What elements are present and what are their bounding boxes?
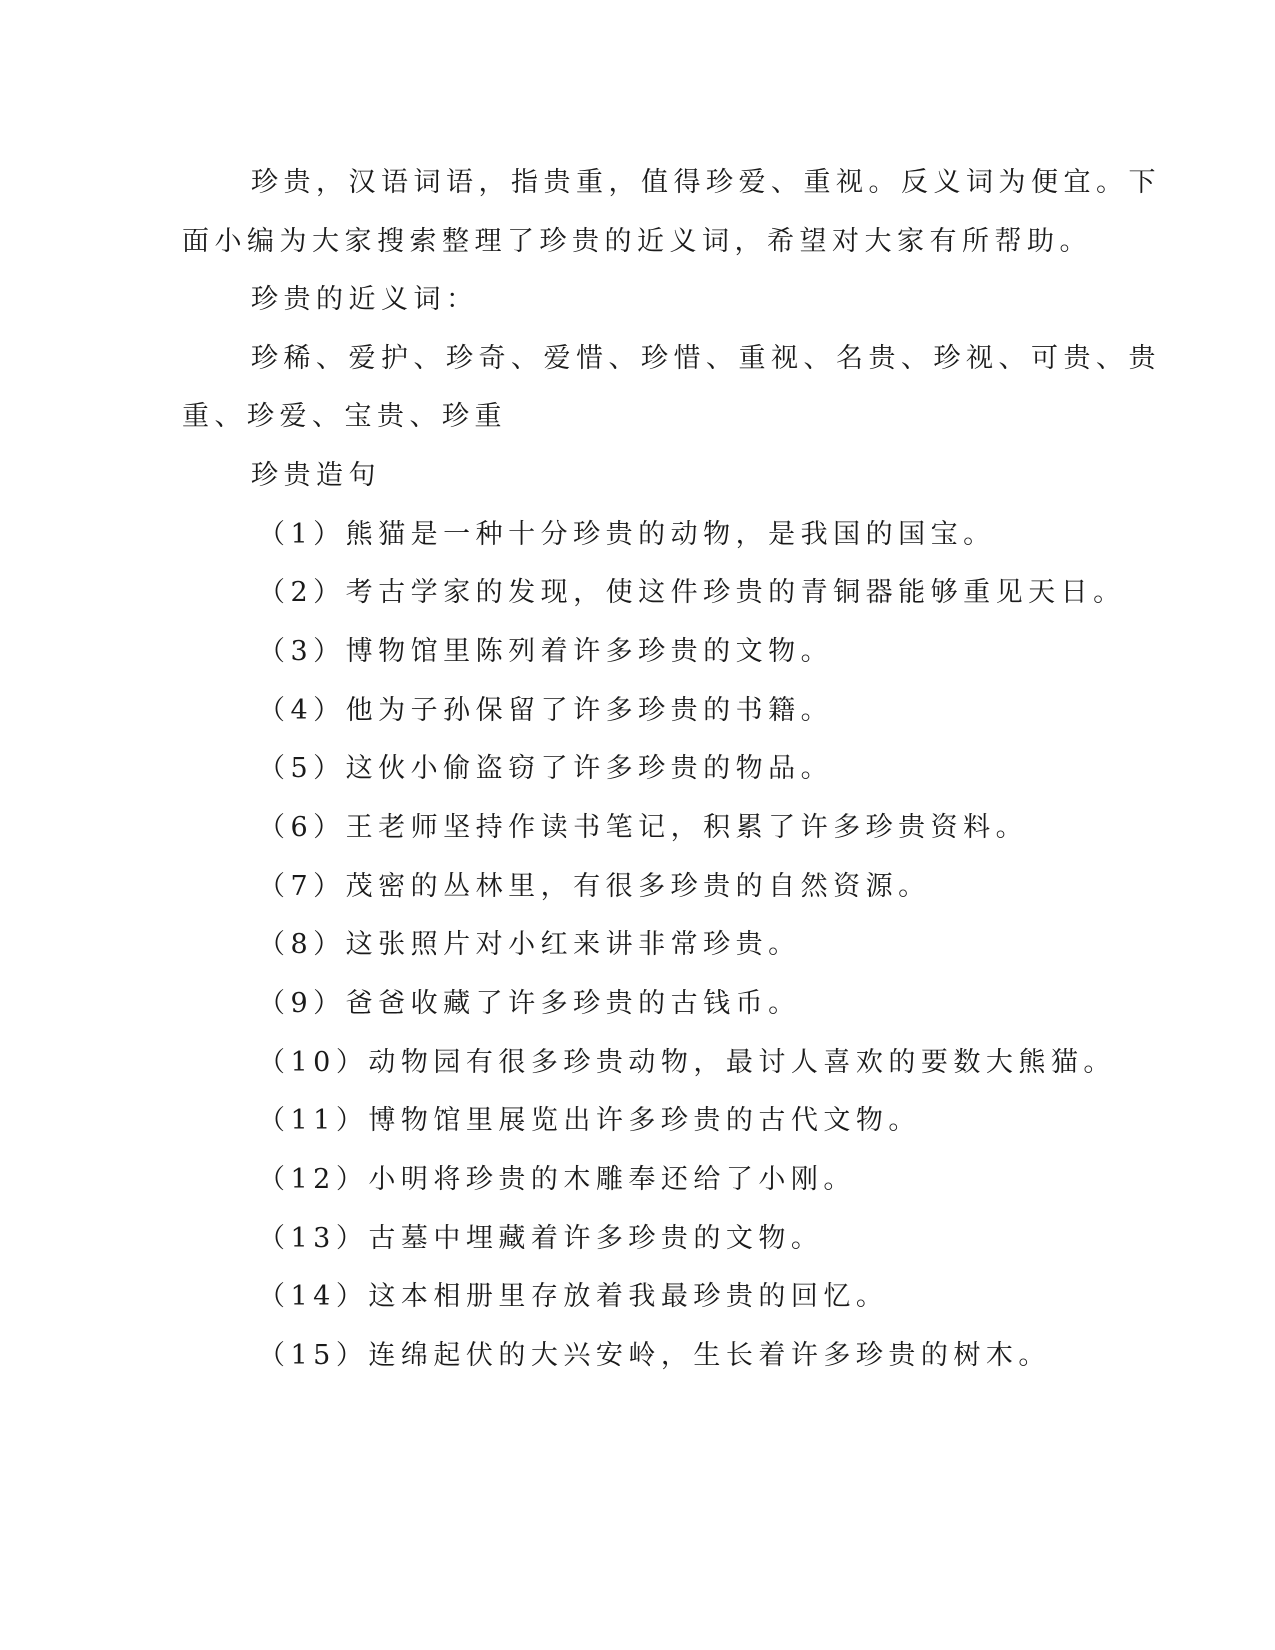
sentence-item: （9）爸爸收藏了许多珍贵的古钱币。 [258, 988, 801, 1019]
intro-line-1: 珍贵，汉语词语，指贵重，值得珍爱、重视。反义词为便宜。下 [251, 167, 1161, 198]
sentence-item: （12）小明将珍贵的木雕奉还给了小刚。 [258, 1164, 856, 1195]
sentence-item: （13）古墓中埋藏着许多珍贵的文物。 [258, 1223, 824, 1254]
sentence-item: （2）考古学家的发现，使这件珍贵的青铜器能够重见天日。 [258, 577, 1126, 608]
sentence-item: （8）这张照片对小红来讲非常珍贵。 [258, 929, 801, 960]
sentence-item: （3）博物馆里陈列着许多珍贵的文物。 [258, 636, 834, 667]
sentence-item: （6）王老师坚持作读书笔记，积累了许多珍贵资料。 [258, 812, 1029, 843]
intro-line-2: 面小编为大家搜索整理了珍贵的近义词，希望对大家有所帮助。 [182, 226, 1092, 257]
sentences-heading: 珍贵造句 [251, 460, 381, 491]
sentence-item: （5）这伙小偷盗窃了许多珍贵的物品。 [258, 753, 834, 784]
sentence-item: （7）茂密的丛林里，有很多珍贵的自然资源。 [258, 871, 931, 902]
sentence-item: （14）这本相册里存放着我最珍贵的回忆。 [258, 1281, 889, 1312]
sentence-item: （11）博物馆里展览出许多珍贵的古代文物。 [258, 1105, 921, 1136]
synonyms-heading: 珍贵的近义词： [251, 284, 479, 315]
sentence-item: （1）熊猫是一种十分珍贵的动物，是我国的国宝。 [258, 519, 996, 550]
sentence-item: （10）动物园有很多珍贵动物，最讨人喜欢的要数大熊猫。 [258, 1047, 1116, 1078]
sentence-item: （4）他为子孙保留了许多珍贵的书籍。 [258, 695, 834, 726]
synonyms-line-1: 珍稀、爱护、珍奇、爱惜、珍惜、重视、名贵、珍视、可贵、贵 [251, 343, 1161, 374]
sentence-item: （15）连绵起伏的大兴安岭，生长着许多珍贵的树木。 [258, 1340, 1051, 1371]
synonyms-line-2: 重、珍爱、宝贵、珍重 [182, 401, 507, 432]
